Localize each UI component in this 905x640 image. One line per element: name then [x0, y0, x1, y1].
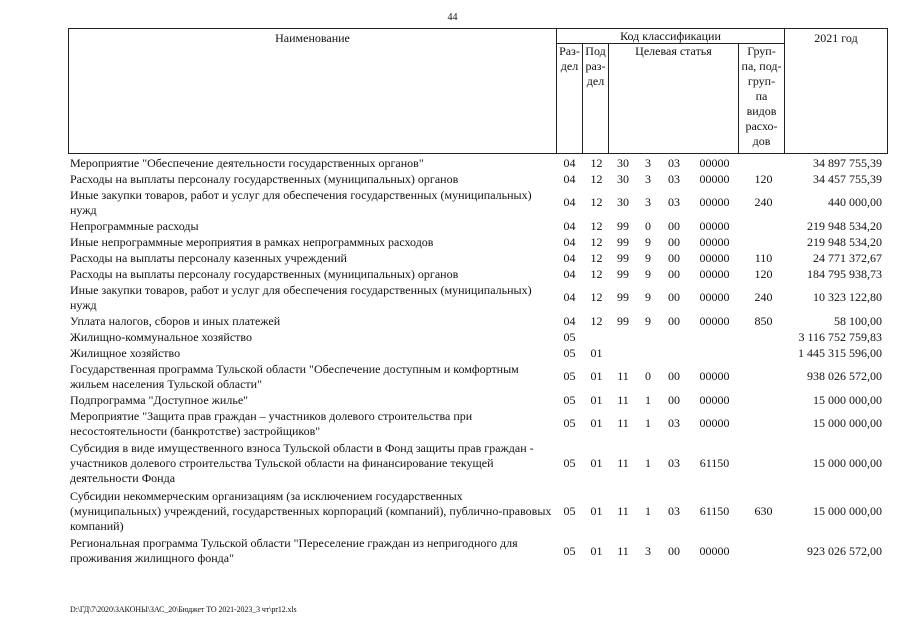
row-amount: 10 323 122,80 — [813, 290, 882, 304]
row-podrazdel: 01 — [590, 416, 603, 430]
row-target-event: 03 — [668, 503, 680, 518]
table-row — [68, 345, 888, 361]
row-target-program: 11 — [617, 416, 629, 430]
row-podrazdel: 12 — [590, 266, 603, 281]
table-row — [68, 234, 888, 250]
row-target-program: 99 — [617, 313, 629, 328]
row-razdel: 05 — [563, 543, 576, 558]
header-code-group: Код классификации — [556, 28, 785, 44]
row-target-direction — [688, 329, 741, 345]
header-name: Наименование — [68, 28, 557, 154]
row-expense-type — [741, 155, 786, 171]
row-target-direction: 00000 — [699, 543, 730, 558]
row-target-event: 00 — [668, 266, 680, 281]
table-header — [68, 28, 888, 154]
row-amount: 34 897 755,39 — [813, 155, 882, 170]
table-row — [68, 187, 888, 218]
table-row — [68, 155, 888, 171]
row-podrazdel — [583, 329, 610, 345]
row-target-program: 99 — [617, 234, 629, 249]
header-group: Груп- па, под- груп- па видов расхо- дов — [738, 43, 785, 154]
row-amount: 15 000 000,00 — [813, 416, 882, 430]
row-target-subprogram — [636, 329, 660, 345]
row-amount: 219 948 534,20 — [807, 234, 882, 249]
row-name: Непрограммные расходы — [70, 218, 199, 233]
row-podrazdel: 12 — [590, 155, 603, 170]
row-name: Субсидии некоммерческим организациям (за исключением государственных (муниципальных) учреждений, государственных корпораций (компаний), публично-правовых компаний) — [70, 488, 552, 533]
row-expense-type: 850 — [754, 313, 773, 328]
row-target-subprogram: 1 — [645, 455, 651, 470]
row-target-event: 03 — [668, 455, 680, 470]
row-target-event: 00 — [668, 369, 680, 383]
row-expense-type — [741, 439, 786, 487]
header-year: 2021 год — [784, 28, 888, 154]
row-podrazdel: 01 — [590, 503, 603, 518]
row-razdel: 05 — [563, 455, 576, 470]
row-name: Иные закупки товаров, работ и услуг для обеспечения государственных (муниципальных) нужд — [70, 187, 532, 217]
row-target-direction — [688, 345, 741, 361]
row-target-event: 00 — [668, 313, 680, 328]
row-target-event: 00 — [668, 392, 680, 407]
row-amount: 34 457 755,39 — [813, 171, 882, 186]
row-razdel: 04 — [563, 171, 576, 186]
row-target-subprogram: 9 — [645, 313, 651, 328]
row-razdel: 04 — [563, 250, 576, 265]
file-path-footer: D:\ГД\7\2020\ЗАКОНЫ\ЗАС_20\Бюджет ТО 2021-2023_3 чт\pr12.xls — [70, 605, 297, 614]
table-row — [68, 408, 888, 439]
row-target-subprogram: 9 — [645, 266, 651, 281]
row-target-event — [660, 345, 688, 361]
row-target-event: 00 — [668, 234, 680, 249]
row-target-program: 99 — [617, 290, 629, 304]
table-row — [68, 392, 888, 408]
row-target-subprogram: 3 — [645, 195, 651, 209]
row-target-program: 99 — [617, 266, 629, 281]
table-row — [68, 266, 888, 282]
row-target-subprogram: 3 — [645, 155, 651, 170]
row-amount: 3 116 752 759,83 — [798, 329, 882, 344]
row-podrazdel: 12 — [590, 234, 603, 249]
row-name: Жилищно-коммунальное хозяйство — [70, 329, 253, 344]
row-target-direction: 00000 — [699, 171, 730, 186]
row-razdel: 04 — [563, 290, 576, 304]
row-target-program: 30 — [617, 155, 629, 170]
row-target-subprogram: 9 — [645, 290, 651, 304]
header-target-article: Целевая статья — [608, 43, 739, 154]
table-row — [68, 218, 888, 234]
row-expense-type — [741, 345, 786, 361]
row-expense-type — [741, 408, 786, 439]
row-name: Подпрограмма "Доступное жилье" — [70, 392, 249, 407]
page-number: 44 — [447, 12, 458, 23]
row-target-direction: 00000 — [699, 250, 730, 265]
row-podrazdel: 01 — [590, 543, 603, 558]
row-amount: 184 795 938,73 — [807, 266, 882, 281]
row-name: Расходы на выплаты персоналу казенных учреждений — [70, 250, 347, 265]
row-name: Государственная программа Тульской области "Обеспечение доступным и комфортным жильем населения Тульской области" — [70, 361, 519, 391]
row-podrazdel: 01 — [590, 392, 603, 407]
row-expense-type: 120 — [754, 266, 773, 281]
row-razdel: 04 — [563, 195, 576, 209]
row-razdel: 05 — [563, 345, 576, 360]
row-name: Мероприятие "Обеспечение деятельности государственных органов" — [70, 155, 424, 170]
row-target-direction: 61150 — [699, 503, 730, 518]
row-expense-type: 110 — [754, 250, 773, 265]
row-amount: 58 100,00 — [834, 313, 882, 328]
row-razdel: 05 — [563, 369, 576, 383]
table-row — [68, 282, 888, 313]
row-amount: 938 026 572,00 — [807, 369, 882, 383]
row-target-program: 30 — [617, 195, 629, 209]
row-expense-type — [741, 218, 786, 234]
row-razdel: 04 — [563, 155, 576, 170]
row-amount: 440 000,00 — [828, 195, 882, 209]
row-name: Уплата налогов, сборов и иных платежей — [70, 313, 281, 328]
row-target-program: 99 — [617, 250, 629, 265]
row-target-event: 00 — [668, 218, 680, 233]
table-row — [68, 171, 888, 187]
row-expense-type: 240 — [754, 195, 773, 209]
row-target-direction: 00000 — [699, 234, 730, 249]
row-target-direction: 00000 — [699, 392, 730, 407]
row-razdel: 05 — [563, 416, 576, 430]
row-target-program — [610, 329, 636, 345]
row-target-direction: 00000 — [699, 290, 730, 304]
row-amount: 15 000 000,00 — [813, 503, 882, 518]
table-row — [68, 535, 888, 567]
row-target-program: 11 — [617, 543, 629, 558]
row-target-event: 03 — [668, 171, 680, 186]
row-amount: 15 000 000,00 — [813, 455, 882, 470]
budget-table — [68, 155, 888, 567]
row-target-direction: 00000 — [699, 369, 730, 383]
row-podrazdel: 12 — [590, 313, 603, 328]
row-target-subprogram: 3 — [645, 543, 651, 558]
row-razdel: 04 — [563, 313, 576, 328]
row-razdel: 04 — [563, 266, 576, 281]
row-target-program — [610, 345, 636, 361]
row-podrazdel: 12 — [590, 195, 603, 209]
row-podrazdel: 01 — [590, 369, 603, 383]
row-target-subprogram: 0 — [645, 218, 651, 233]
row-podrazdel: 01 — [590, 455, 603, 470]
row-target-program: 11 — [617, 392, 629, 407]
row-expense-type: 240 — [754, 290, 773, 304]
row-amount: 1 445 315 596,00 — [798, 345, 882, 360]
row-target-direction: 00000 — [699, 195, 730, 209]
header-razdel: Раз- дел — [556, 43, 583, 154]
row-target-event: 00 — [668, 250, 680, 265]
row-target-subprogram: 1 — [645, 416, 651, 430]
row-target-direction: 00000 — [699, 155, 730, 170]
row-target-program: 11 — [617, 369, 629, 383]
row-amount: 923 026 572,00 — [807, 543, 882, 558]
row-target-event: 03 — [668, 155, 680, 170]
row-target-direction: 61150 — [699, 455, 730, 470]
row-target-program: 11 — [617, 503, 629, 518]
row-name: Иные непрограммные мероприятия в рамках непрограммных расходов — [70, 234, 434, 249]
row-expense-type — [741, 361, 786, 392]
row-target-subprogram: 1 — [645, 392, 651, 407]
row-name: Жилищное хозяйство — [70, 345, 181, 360]
row-expense-type: 630 — [754, 503, 773, 518]
row-target-program: 11 — [617, 455, 629, 470]
row-podrazdel: 12 — [590, 250, 603, 265]
table-row — [68, 329, 888, 345]
table-row — [68, 439, 888, 487]
row-expense-type — [741, 234, 786, 250]
row-razdel: 05 — [563, 329, 576, 344]
row-target-event — [660, 329, 688, 345]
row-expense-type — [741, 535, 786, 567]
row-target-program: 30 — [617, 171, 629, 186]
row-name: Расходы на выплаты персоналу государственных (муниципальных) органов — [70, 266, 459, 281]
row-amount: 24 771 372,67 — [813, 250, 882, 265]
row-podrazdel: 01 — [590, 345, 603, 360]
row-expense-type — [741, 329, 786, 345]
row-target-direction: 00000 — [699, 416, 730, 430]
row-target-subprogram: 1 — [645, 503, 651, 518]
row-target-subprogram: 3 — [645, 171, 651, 186]
table-row — [68, 313, 888, 329]
row-target-subprogram — [636, 345, 660, 361]
row-podrazdel: 12 — [590, 218, 603, 233]
table-row — [68, 487, 888, 535]
row-name: Региональная программа Тульской области "Переселение граждан из непригодного для проживания жилищного фонда" — [70, 536, 518, 565]
row-razdel: 04 — [563, 234, 576, 249]
header-podrazdel: Под раз- дел — [582, 43, 609, 154]
row-target-event: 03 — [668, 416, 680, 430]
row-razdel: 05 — [563, 392, 576, 407]
row-name: Мероприятие "Защита прав граждан – участников долевого строительства при несостоятельности (банкротстве) застройщиков" — [70, 408, 473, 438]
row-amount: 15 000 000,00 — [813, 392, 882, 407]
row-target-direction: 00000 — [699, 218, 730, 233]
row-name: Иные закупки товаров, работ и услуг для обеспечения государственных (муниципальных) нужд — [70, 282, 532, 312]
row-target-program: 99 — [617, 218, 629, 233]
row-razdel: 05 — [563, 503, 576, 518]
row-expense-type — [741, 392, 786, 408]
table-row — [68, 250, 888, 266]
row-target-direction: 00000 — [699, 313, 730, 328]
row-target-event: 03 — [668, 195, 680, 209]
row-target-subprogram: 0 — [645, 369, 651, 383]
row-amount: 219 948 534,20 — [807, 218, 882, 233]
row-podrazdel: 12 — [590, 171, 603, 186]
row-expense-type: 120 — [754, 171, 773, 186]
table-row — [68, 361, 888, 392]
row-target-subprogram: 9 — [645, 250, 651, 265]
row-name: Субсидия в виде имущественного взноса Тульской области в Фонд защиты прав граждан - участников долевого строительства Тульской области на финансирование текущей деятельности Фонда — [70, 440, 534, 485]
row-razdel: 04 — [563, 218, 576, 233]
row-target-event: 00 — [668, 543, 680, 558]
row-target-direction: 00000 — [699, 266, 730, 281]
row-target-event: 00 — [668, 290, 680, 304]
row-podrazdel: 12 — [590, 290, 603, 304]
row-name: Расходы на выплаты персоналу государственных (муниципальных) органов — [70, 171, 459, 186]
row-target-subprogram: 9 — [645, 234, 651, 249]
